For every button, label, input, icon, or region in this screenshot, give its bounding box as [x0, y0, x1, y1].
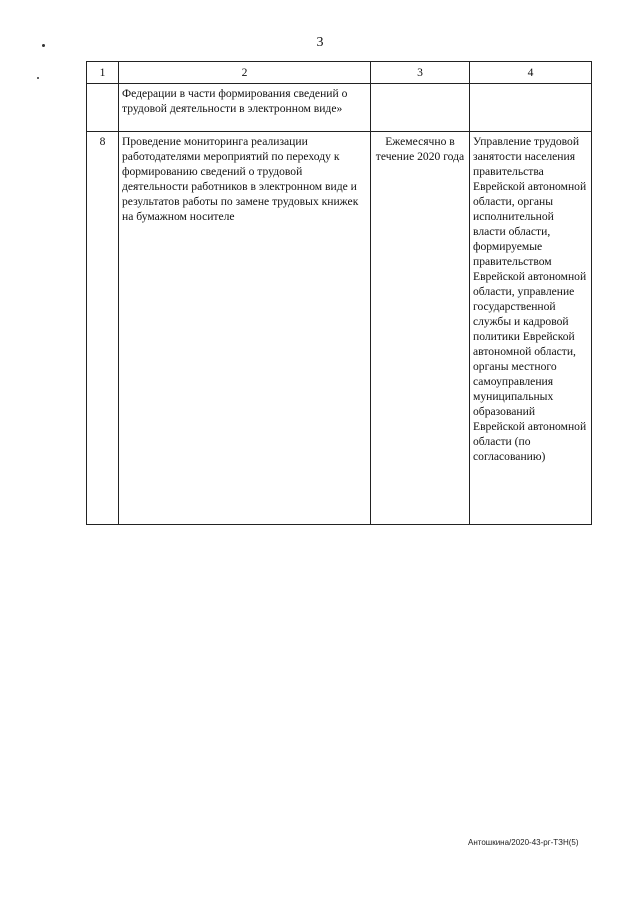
row-number	[87, 84, 119, 132]
row-executor: Управление трудовой занятости населения правительства Еврейской автономной области, органы исполнительной власти области, формируемые правительством Еврейской автономной области, управление государственной службы и кадровой политики Еврейской автономной области, органы местного самоуправления муниципальных образований Еврейской автономной области (по согласованию)	[470, 132, 592, 525]
row-term: Ежемесячно в течение 2020 года	[371, 132, 470, 525]
action-plan-table	[86, 61, 592, 525]
header-cell: 1	[87, 62, 119, 84]
row-description: Федерации в части формирования сведений о трудовой деятельности в электронном виде»	[119, 84, 371, 132]
row-term	[371, 84, 470, 132]
table-header-row	[87, 62, 592, 84]
row-executor	[470, 84, 592, 132]
scan-speck	[37, 77, 39, 79]
row-number: 8	[87, 132, 119, 525]
header-cell: 2	[119, 62, 371, 84]
header-cell: 4	[470, 62, 592, 84]
scan-speck	[42, 44, 45, 47]
table-row	[87, 84, 592, 132]
header-cell: 3	[371, 62, 470, 84]
table-row	[87, 132, 592, 525]
page-number: 3	[316, 35, 324, 50]
document-code: Антошкина/2020-43-рг-ТЗН(5)	[468, 838, 579, 847]
row-description: Проведение мониторинга реализации работодателями мероприятий по переходу к формированию сведений о трудовой деятельности работников в электронном виде и результатов работы по замене трудовых книжек на бумажном носителе	[119, 132, 371, 525]
